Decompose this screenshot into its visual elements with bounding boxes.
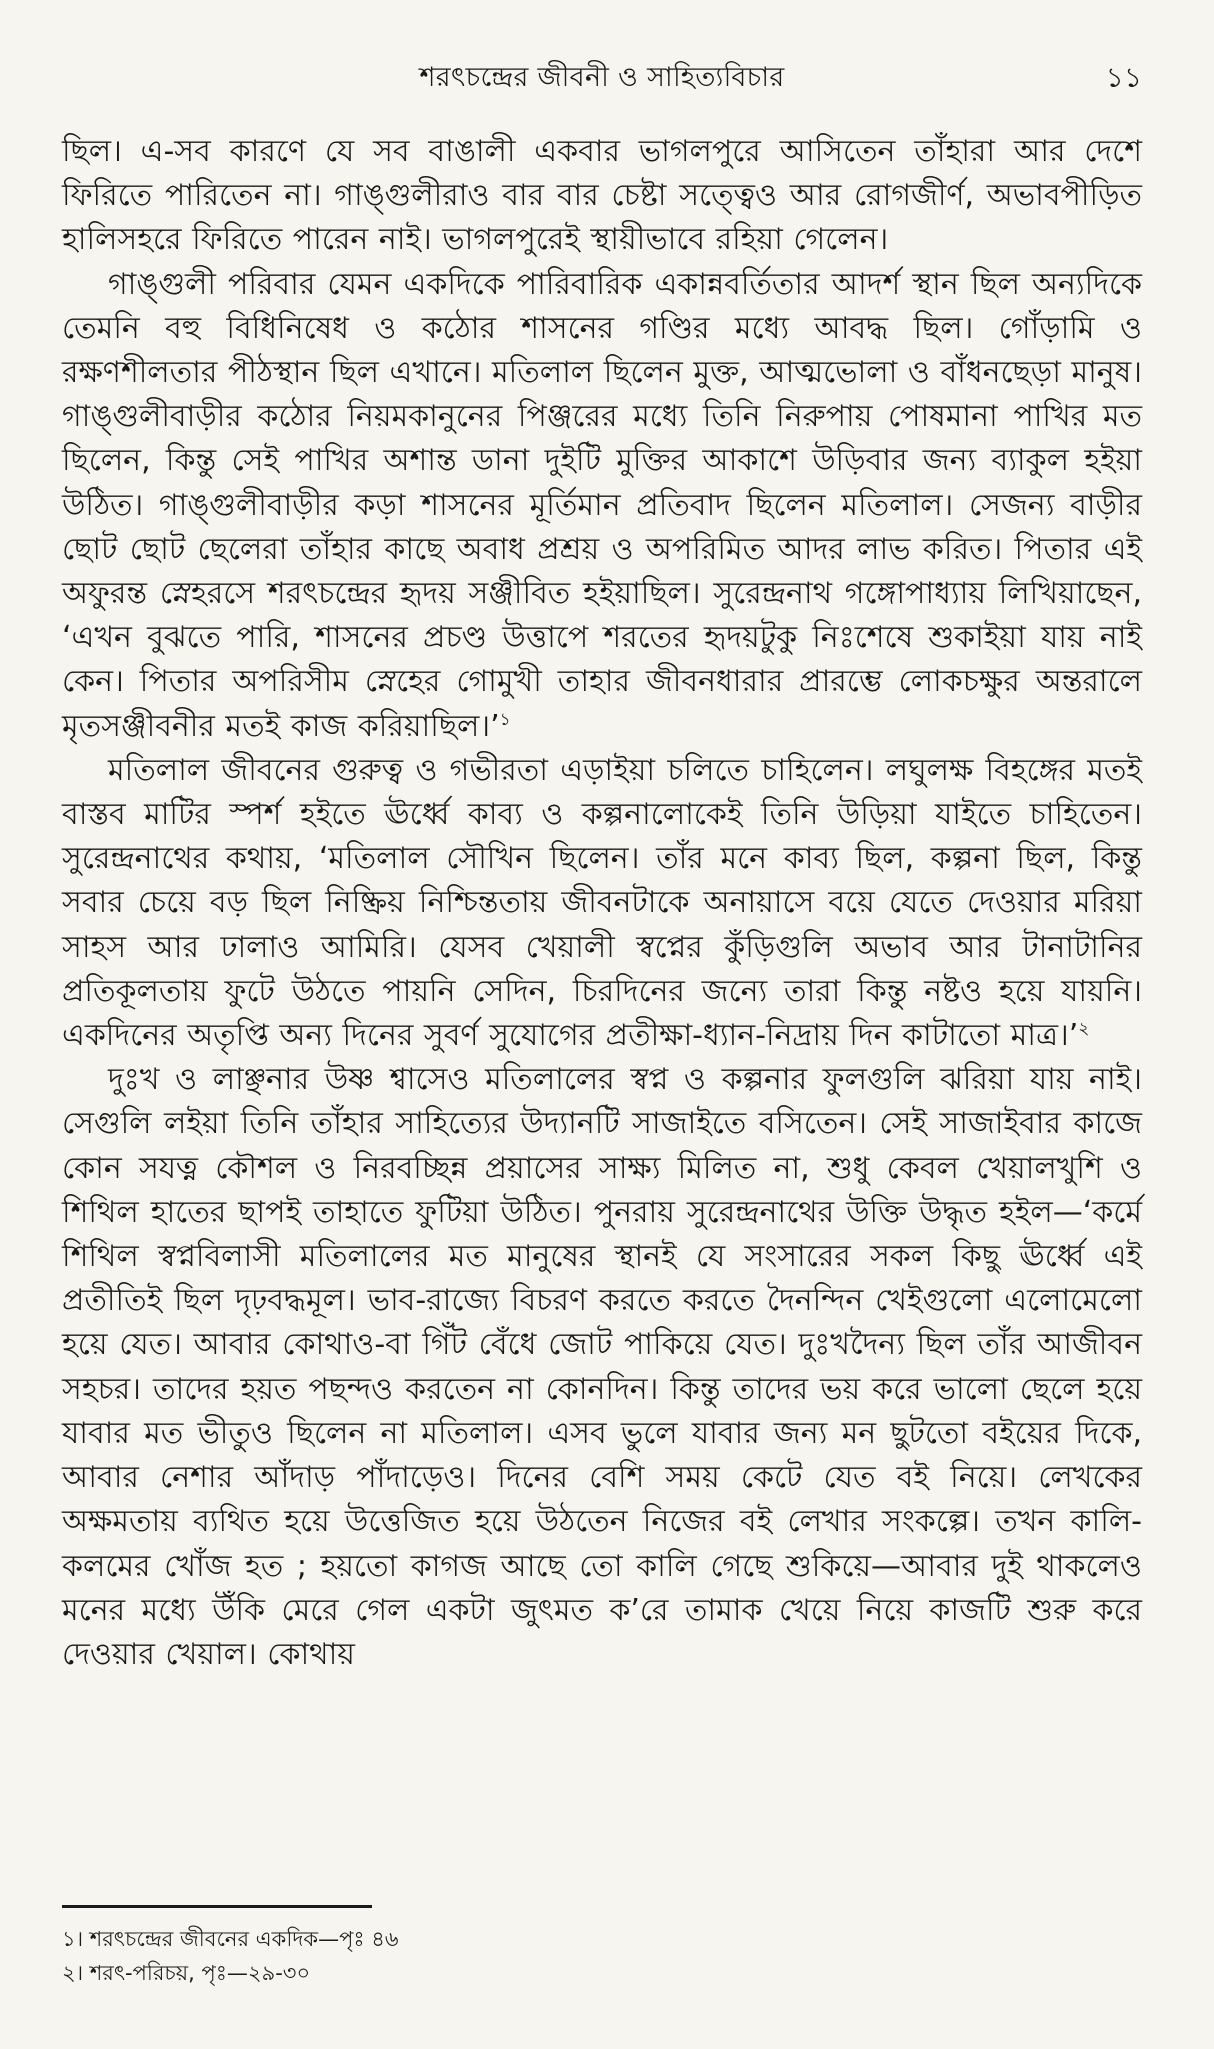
paragraph-continuation — [62, 130, 1142, 263]
paragraph-text: দুঃখ ও লাঞ্ছনার উষ্ণ শ্বাসেও মতিলালের স্বপ্ন ও কল্পনার ফুলগুলি ঝরিয়া যায় নাই। সেগুলি লইয়া তিনি তাঁহার সাহিত্যের উদ্যানটি সাজাইতে বসিতেন। সেই সাজাইবার কাজে কোন সযত্ন কৌশল ও নিরবচ্ছিন্ন প্রয়াসের সাক্ষ্য মিলিত না, শুধু কেবল খেয়ালখুশি ও শিথিল হাতের ছাপই তাহাতে ফুটিয়া উঠিত। পুনরায় সুরেন্দ্রনাথের উক্তি উদ্ধৃত হইল—‘কর্মে শিথিল স্বপ্নবিলাসী মতিলালের মত মানুষের স্থানই যে সংসারের সকল কিছু ঊর্ধ্বে এই প্রতীতিই ছিল দৃঢ়বদ্ধমূল। ভাব-রাজ্যে বিচরণ করতে করতে দৈনন্দিন খেইগুলো এলোমেলো হয়ে যেত। আবার কোথাও-বা গিঁট বেঁধে জোট পাকিয়ে যেত। দুঃখদৈন্য ছিল তাঁর আজীবন সহচর। তাদের হয়ত পছন্দও করতেন না কোনদিন। কিন্তু তাদের ভয় করে ভালো ছেলে হয়ে যাবার মত ভীতুও ছিলেন না মতিলাল। এসব ভুলে যাবার জন্য মন ছুটতো বইয়ের দিকে, আবার নেশার আঁদাড় পাঁদাড়েও। দিনের বেশি সময় কেটে যেত বই নিয়ে। লেখকের অক্ষমতায় ব্যথিত হয়ে উত্তেজিত হয়ে উঠতেন নিজের বই লেখার সংকল্পে। তখন কালি-কলমের খোঁজ হত ; হয়তো কাগজ আছে তো কালি গেছে শুকিয়ে—আবার দুই থাকলেও মনের মধ্যে উঁকি মেরে গেল একটা জুৎমত ক’রে তামাক খেয়ে নিয়ে কাজটি শুরু করে দেওয়ার খেয়াল। কোথায় — [62, 1062, 1142, 1672]
footnote-item: ১। শরৎচন্দ্রের জীবনের একদিক—পৃঃ ৪৬ — [62, 1927, 399, 1951]
footnote-reference: ২ — [1078, 1019, 1090, 1040]
footnote-reference: ১ — [499, 709, 511, 730]
running-header — [62, 56, 1142, 100]
paragraph-text: গাঙ্গুলী পরিবার যেমন একদিকে পারিবারিক একান্নবর্তিতার আদর্শ স্থান ছিল অন্যদিকে তেমনি বহু বিধিনিষেধ ও কঠোর শাসনের গণ্ডির মধ্যে আবদ্ধ ছিল। গোঁড়ামি ও রক্ষণশীলতার পীঠস্থান ছিল এখানে। মতিলাল ছিলেন মুক্ত, আত্মভোলা ও বাঁধনছেড়া মানুষ। গাঙ্গুলীবাড়ীর কঠোর নিয়মকানুনের পিঞ্জরের মধ্যে তিনি নিরুপায় পোষমানা পাখির মত ছিলেন, কিন্তু সেই পাখির অশান্ত ডানা দুইটি মুক্তির আকাশে উড়িবার জন্য ব্যাকুল হইয়া উঠিত। গাঙ্গুলীবাড়ীর কড়া শাসনের মূর্তিমান প্রতিবাদ ছিলেন মতিলাল। সেজন্য বাড়ীর ছোট ছোট ছেলেরা তাঁহার কাছে অবাধ প্রশ্রয় ও অপরিমিত আদর লাভ করিত। পিতার এই অফুরন্ত স্নেহরসে শরৎচন্দ্রের হৃদয় সঞ্জীবিত হইয়াছিল। সুরেন্দ্রনাথ গঙ্গোপাধ্যায় লিখিয়াছেন, ‘এখন বুঝতে পারি, শাসনের প্রচণ্ড উত্তাপে শরতের হৃদয়টুকু নিঃশেষে শুকাইয়া যায় নাই কেন। পিতার অপরিসীম স্নেহের গোমুখী তাহার জীবনধারার প্রারম্ভে লোকচক্ষুর অন্তরালে মৃতসঞ্জীবনীর মতই কাজ করিয়াছিল।’ — [62, 266, 1142, 744]
running-title: শরৎচন্দ্রের জীবনী ও সাহিত্যবিচার — [419, 62, 785, 93]
paragraph-motilal-dreams — [62, 1058, 1142, 1677]
page-number: ১১ — [1105, 61, 1142, 94]
paragraph-motilal-nature — [62, 749, 1142, 1058]
body-text — [62, 130, 1142, 1677]
footnote-item: ২। শরৎ-পরিচয়, পৃঃ—২৯-৩০ — [62, 1961, 311, 1985]
paragraph-text: মতিলাল জীবনের গুরুত্ব ও গভীরতা এড়াইয়া চলিতে চাহিলেন। লঘুলক্ষ বিহঙ্গের মতই বাস্তব মাটির স্পর্শ হইতে ঊর্ধ্বে কাব্য ও কল্পনালোকেই তিনি উড়িয়া যাইতে চাহিতেন। সুরেন্দ্রনাথের কথায়, ‘মতিলাল সৌখিন ছিলেন। তাঁর মনে কাব্য ছিল, কল্পনা ছিল, কিন্তু সবার চেয়ে বড় ছিল নিষ্ক্রিয় নিশ্চিন্ততায় জীবনটাকে অনায়াসে বয়ে যেতে দেওয়ার মরিয়া সাহস আর ঢালাও আমিরি। যেসব খেয়ালী স্বপ্নের কুঁড়িগুলি অভাব আর টানাটানির প্রতিকূলতায় ফুটে উঠতে পায়নি সেদিন, চিরদিনের জন্যে তারা কিন্তু নষ্টও হয়ে যায়নি। একদিনের অতৃপ্তি অন্য দিনের সুবর্ণ সুযোগের প্রতীক্ষা-ধ্যান-নিদ্রায় দিন কাটাতো মাত্র।’ — [62, 752, 1142, 1054]
footnote-divider — [62, 1905, 372, 1908]
footnotes — [62, 1922, 1142, 1990]
paragraph-text: ছিল। এ-সব কারণে যে সব বাঙালী একবার ভাগলপুরে আসিতেন তাঁহারা আর দেশে ফিরিতে পারিতেন না। গাঙ্গুলীরাও বার বার চেষ্টা সত্ত্বেও আর রোগজীর্ণ, অভাবপীড়িত হালিসহরে ফিরিতে পারেন নাই। ভাগলপুরেই স্থায়ীভাবে রহিয়া গেলেন। — [62, 134, 1142, 258]
paragraph-ganguli-family — [62, 263, 1142, 749]
